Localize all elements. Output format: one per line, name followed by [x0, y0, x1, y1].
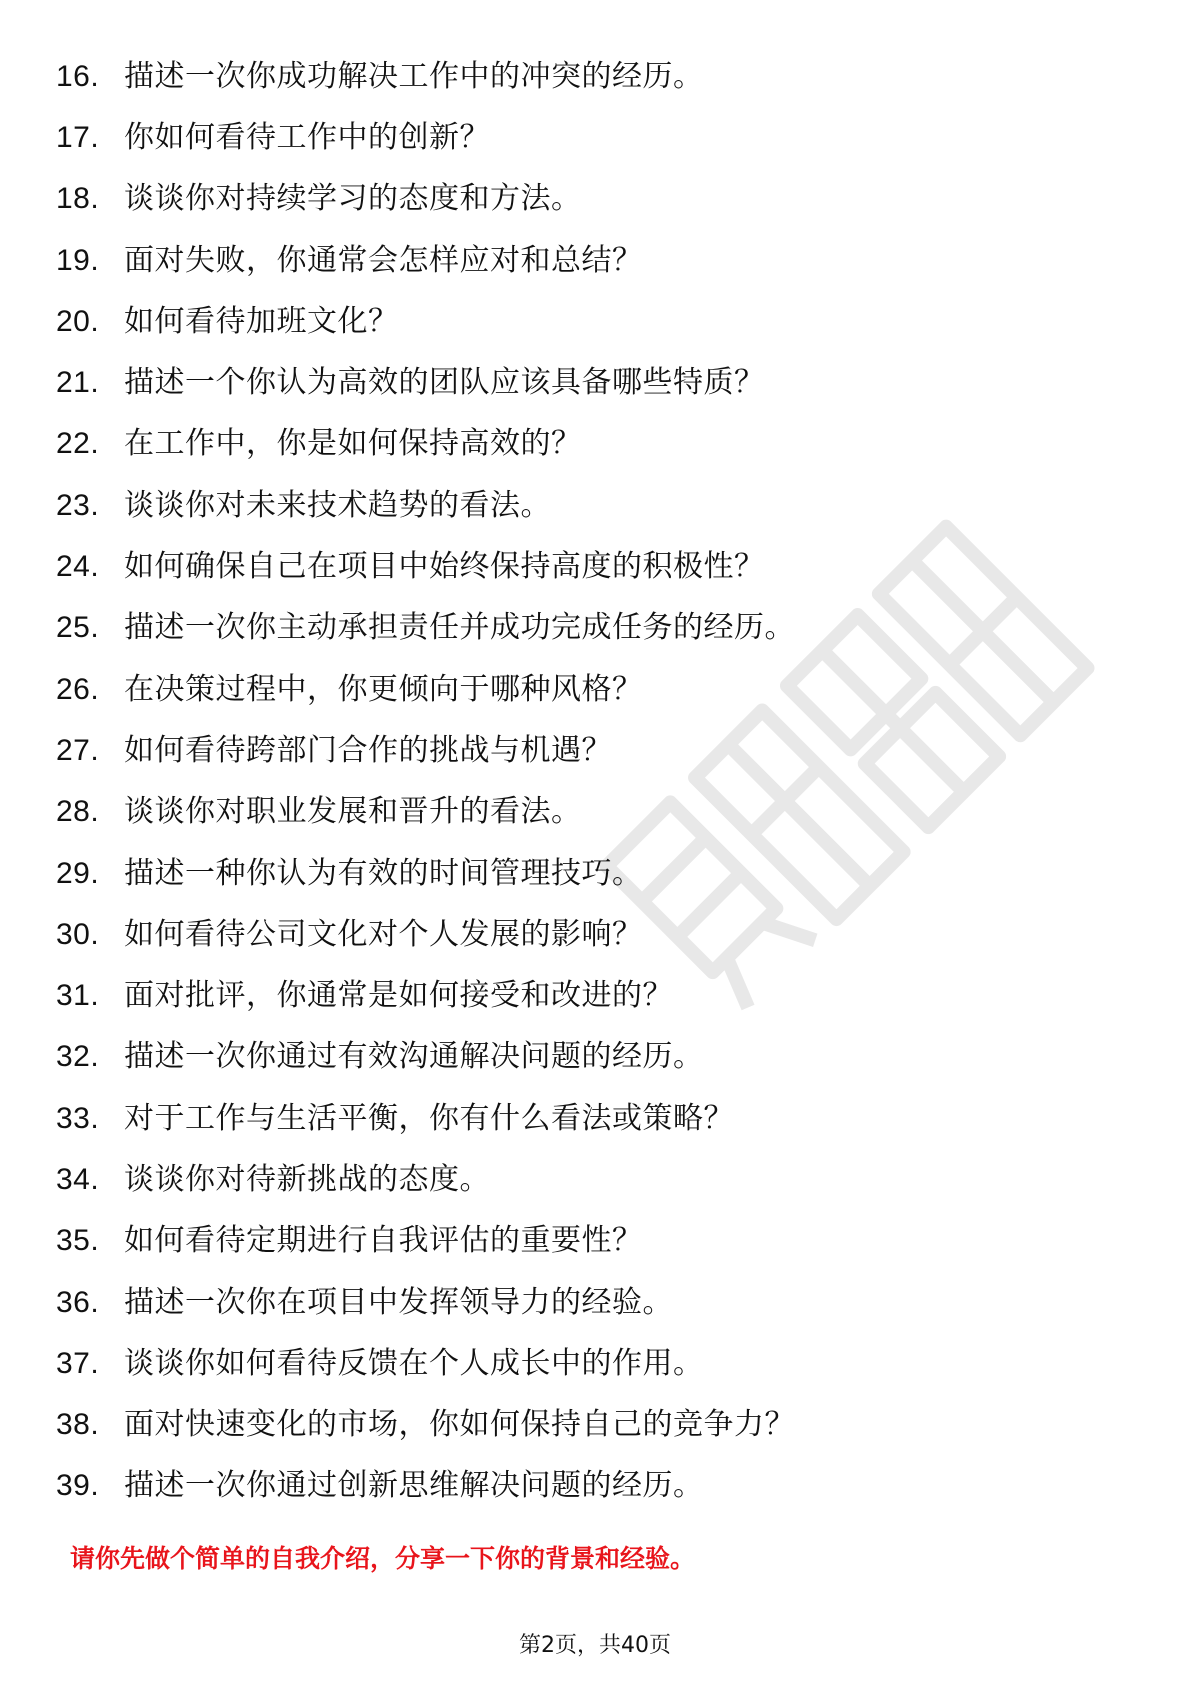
item-number: 32. [56, 1040, 100, 1074]
item-text: 如何确保自己在项目中始终保持高度的积极性？ [124, 549, 765, 585]
item-text: 描述一次你主动承担责任并成功完成任务的经历。 [124, 610, 795, 646]
item-text: 如何看待公司文化对个人发展的影响？ [124, 916, 643, 952]
item-number: 25. [56, 611, 100, 645]
highlight-question: 请你先做个简单的自我介绍，分享一下你的背景和经验。 [70, 1544, 696, 1573]
item-text: 面对批评，你通常是如何接受和改进的？ [124, 978, 673, 1014]
item-number: 37. [56, 1346, 100, 1380]
item-text: 在决策过程中，你更倾向于哪种风格？ [124, 671, 643, 707]
item-number: 33. [56, 1101, 100, 1135]
list-item [56, 598, 795, 659]
list-item [56, 965, 795, 1026]
question-list [56, 46, 795, 1517]
list-item [56, 107, 795, 168]
list-item [56, 475, 795, 536]
item-text: 描述一次你在项目中发挥领导力的经验。 [124, 1284, 673, 1320]
item-number: 35. [56, 1224, 100, 1258]
list-item [56, 843, 795, 904]
list-item [56, 1088, 795, 1149]
item-number: 20. [56, 304, 100, 338]
page-footer: 第2页，共40页 [519, 1633, 671, 1658]
item-text: 你如何看待工作中的创新？ [124, 119, 490, 155]
item-number: 18. [56, 182, 100, 216]
list-item [56, 1333, 795, 1394]
item-text: 描述一个你认为高效的团队应该具备哪些特质？ [124, 365, 765, 401]
item-number: 22. [56, 427, 100, 461]
list-item [56, 1272, 795, 1333]
item-number: 34. [56, 1162, 100, 1196]
item-text: 描述一次你成功解决工作中的冲突的经历。 [124, 58, 704, 94]
list-item [56, 1149, 795, 1210]
item-number: 26. [56, 672, 100, 706]
item-text: 描述一次你通过创新思维解决问题的经历。 [124, 1468, 704, 1504]
list-item [56, 352, 795, 413]
item-text: 描述一种你认为有效的时间管理技巧。 [124, 855, 643, 891]
item-text: 谈谈你对持续学习的态度和方法。 [124, 181, 582, 217]
item-text: 描述一次你通过有效沟通解决问题的经历。 [124, 1039, 704, 1075]
item-text: 面对失败，你通常会怎样应对和总结？ [124, 242, 643, 278]
item-number: 24. [56, 550, 100, 584]
item-number: 31. [56, 979, 100, 1013]
list-item [56, 782, 795, 843]
item-text: 谈谈你对未来技术趋势的看法。 [124, 487, 551, 523]
item-number: 28. [56, 795, 100, 829]
item-number: 30. [56, 917, 100, 951]
item-number: 38. [56, 1408, 100, 1442]
list-item [56, 720, 795, 781]
item-text: 面对快速变化的市场，你如何保持自己的竞争力？ [124, 1407, 795, 1443]
list-item [56, 1211, 795, 1272]
item-text: 如何看待跨部门合作的挑战与机遇？ [124, 732, 612, 768]
item-text: 对于工作与生活平衡，你有什么看法或策略？ [124, 1100, 734, 1136]
item-text: 如何看待定期进行自我评估的重要性？ [124, 1223, 643, 1259]
list-item [56, 1456, 795, 1517]
item-text: 谈谈你对待新挑战的态度。 [124, 1161, 490, 1197]
list-item [56, 904, 795, 965]
item-text: 在工作中，你是如何保持高效的？ [124, 426, 582, 462]
item-number: 21. [56, 366, 100, 400]
item-number: 17. [56, 120, 100, 154]
item-text: 谈谈你如何看待反馈在个人成长中的作用。 [124, 1345, 704, 1381]
list-item [56, 414, 795, 475]
list-item [56, 46, 795, 107]
list-item [56, 230, 795, 291]
list-item [56, 291, 795, 352]
item-text: 谈谈你对职业发展和晋升的看法。 [124, 794, 582, 830]
item-number: 16. [56, 59, 100, 93]
item-text: 如何看待加班文化？ [124, 303, 399, 339]
item-number: 19. [56, 243, 100, 277]
item-number: 39. [56, 1469, 100, 1503]
item-number: 36. [56, 1285, 100, 1319]
list-item [56, 1027, 795, 1088]
item-number: 23. [56, 488, 100, 522]
item-number: 27. [56, 733, 100, 767]
item-number: 29. [56, 856, 100, 890]
list-item [56, 169, 795, 230]
list-item [56, 536, 795, 597]
list-item [56, 659, 795, 720]
list-item [56, 1395, 795, 1456]
